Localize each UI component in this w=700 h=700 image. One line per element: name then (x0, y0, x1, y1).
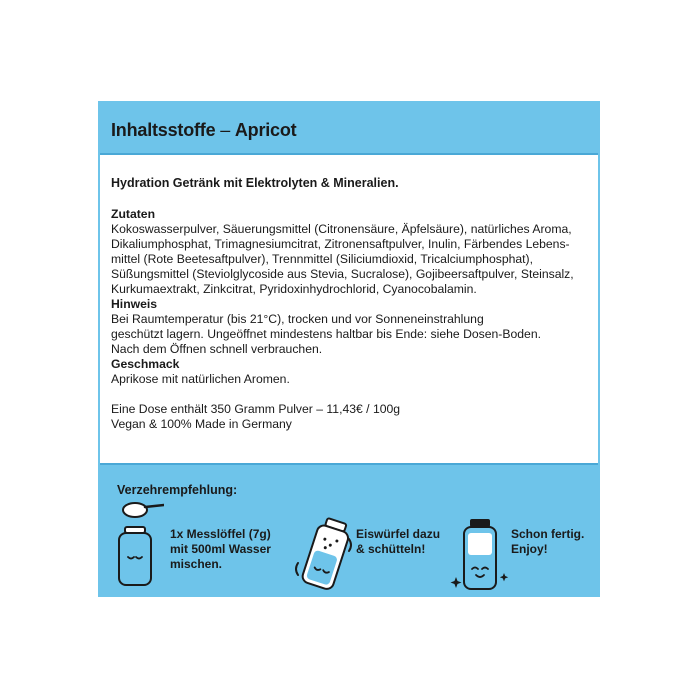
hinweis-line: Bei Raumtemperatur (bis 21°C), trocken und vor Sonneneinstrahlung (111, 312, 484, 326)
zutaten-line: Kokoswasserpulver, Säuerungsmittel (Citronensäure, Äpfelsäure), natürliches Aroma, (111, 222, 572, 236)
title-main: Inhaltsstoffe (111, 120, 216, 140)
step2-text (356, 527, 440, 557)
zutaten-line: mittel (Rote Beetesaftpulver), Trennmittel (Siliciumdioxid, Tricalciumphosphat), (111, 252, 533, 266)
step2-line: & schütteln! (356, 542, 426, 556)
steps-title: Verzehrempfehlung: (117, 483, 238, 497)
happy-bottle-icon (450, 517, 510, 595)
zutaten-line: Dikaliumphosphat, Trimagnesiumcitrat, Zitronensaftpulver, Inulin, Färbendes Lebens- (111, 237, 570, 251)
zutaten-heading: Zutaten (111, 207, 156, 221)
step3-line: Schon fertig. (511, 527, 585, 541)
step2-line: Eiswürfel dazu (356, 527, 441, 541)
sparkle-icon (500, 573, 508, 581)
usage-steps-band (100, 463, 598, 597)
content-info: Eine Dose enthält 350 Gramm Pulver – 11,43€ / 100g (111, 402, 401, 416)
hinweis-heading: Hinweis (111, 297, 158, 311)
sparkle-icon (451, 577, 462, 588)
vegan-info: Vegan & 100% Made in Germany (111, 417, 292, 431)
title-separator: – (215, 120, 235, 140)
step1-line: mischen. (170, 557, 223, 571)
ingredients-card (98, 101, 600, 597)
title-flavor: Apricot (234, 120, 297, 140)
step1-line: 1x Messlöffel (7g) (170, 527, 271, 541)
geschmack-heading: Geschmack (111, 357, 180, 371)
page-title (111, 120, 296, 141)
ingredients-body (111, 176, 593, 432)
step3-text (511, 527, 584, 557)
hinweis-line: Nach dem Öffnen schnell verbrauchen. (111, 342, 323, 356)
product-intro: Hydration Getränk mit Elektrolyten & Mineralien. (111, 176, 399, 190)
zutaten-line: Süßungsmittel (Steviolglycoside aus Stevia, Sucralose), Gojibeersaftpulver, Steinsalz, (111, 267, 574, 281)
measuring-scoop-icon (114, 501, 164, 589)
bottle-icon (119, 527, 151, 585)
step1-line: mit 500ml Wasser (170, 542, 271, 556)
hinweis-line: geschützt lagern. Ungeöffnet mindestens haltbar bis Ende: siehe Dosen-Boden. (111, 327, 541, 341)
geschmack-text: Aprikose mit natürlichen Aromen. (111, 372, 290, 386)
zutaten-line: Kurkumaextrakt, Zinkcitrat, Pyridoxinhydrochlorid, Cyanocobalamin. (111, 282, 477, 296)
shaking-bottle-icon (294, 515, 356, 595)
step1-text (170, 527, 271, 572)
title-band (100, 103, 598, 155)
spacer (111, 387, 593, 402)
step3-line: Enjoy! (511, 542, 548, 556)
